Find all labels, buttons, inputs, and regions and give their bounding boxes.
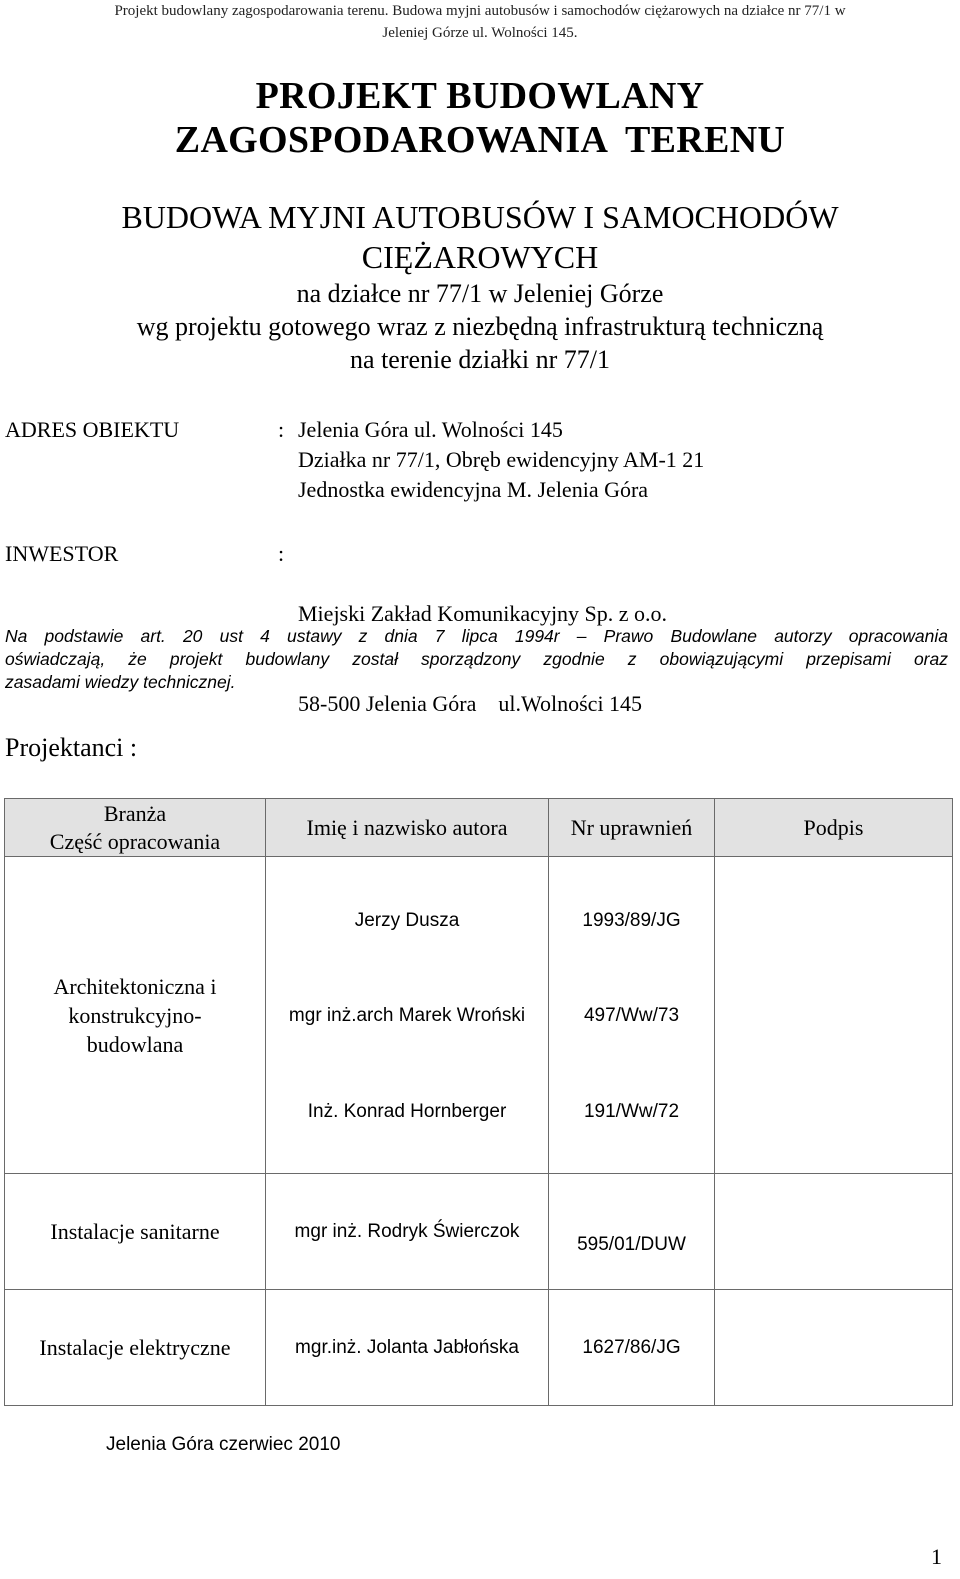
designers-table: [4, 798, 953, 1406]
object-address-label: ADRES OBIEKTU: [5, 417, 180, 442]
subtitle-line-3: na działce nr 77/1 w Jeleniej Górze: [296, 279, 664, 308]
document-subtitle: [0, 197, 960, 376]
place-and-date: Jelenia Góra czerwiec 2010: [106, 1434, 341, 1455]
object-address-line: Jednostka ewidencyjna M. Jelenia Góra: [298, 477, 649, 502]
document-title: [0, 74, 960, 162]
branch-line: konstrukcyjno-: [68, 1002, 202, 1028]
legal-declaration: [5, 625, 948, 694]
signature-cell: [715, 1174, 953, 1290]
signature-cell: [715, 857, 953, 1174]
table-header-row: [5, 799, 953, 857]
investor-label: INWESTOR: [5, 541, 119, 566]
author-name: mgr inż.arch Marek Wroński: [288, 1004, 526, 1026]
branch-line: Architektoniczna i: [53, 973, 217, 999]
subtitle-line-1: BUDOWA MYJNI AUTOBUSÓW I SAMOCHODÓW: [121, 199, 839, 235]
license-number: 1993/89/JG: [582, 909, 681, 931]
page-number: 1: [931, 1544, 942, 1569]
license-number: 1627/86/JG: [549, 1290, 715, 1406]
object-address-line: Działka nr 77/1, Obręb ewidencyjny AM-1 21: [298, 447, 705, 472]
title-line-2: ZAGOSPODAROWANIA TERENU: [174, 119, 786, 161]
license-number: 595/01/DUW: [549, 1174, 715, 1290]
signature-cell: [715, 1290, 953, 1406]
running-header: [0, 0, 960, 44]
table-row: [5, 1174, 953, 1290]
object-address-lines: [298, 415, 704, 505]
header-author: Imię i nazwisko autora: [266, 799, 549, 857]
table-row: [5, 857, 953, 1174]
subtitle-line-4: wg projektu gotowego wraz z niezbędną infrastrukturą techniczną: [136, 312, 824, 341]
object-address-line: Jelenia Góra ul. Wolności 145: [298, 417, 563, 442]
license-cell: [549, 857, 715, 1174]
license-number: 497/Ww/73: [583, 1004, 680, 1026]
header-branch: [5, 799, 266, 857]
declaration-line: zasadami wiedzy technicznej.: [5, 672, 236, 692]
investor-line: 58-500 Jelenia Góra ul.Wolności 145: [298, 691, 643, 716]
author-name: Inż. Konrad Hornberger: [307, 1100, 507, 1122]
license-number: 191/Ww/72: [583, 1100, 680, 1122]
author-cell: [266, 857, 549, 1174]
declaration-line: oświadczają, że projekt budowlany został sporządzony zgodnie z obowiązującymi przepisami oraz: [5, 649, 948, 669]
branch-cell: Instalacje elektryczne: [5, 1290, 266, 1406]
author-name: mgr inż. Rodryk Świerczok: [266, 1174, 549, 1290]
object-address-colon: :: [278, 417, 285, 442]
header-branch-line-1: Branża: [103, 800, 167, 826]
branch-line: budowlana: [86, 1031, 184, 1057]
title-line-1: PROJEKT BUDOWLANY: [255, 75, 705, 117]
running-header-line-2: Jeleniej Górze ul. Wolności 145.: [382, 25, 578, 41]
table-row: [5, 1290, 953, 1406]
author-name: mgr.inż. Jolanta Jabłońska: [266, 1290, 549, 1406]
investor-colon: :: [278, 541, 285, 566]
declaration-line: Na podstawie art. 20 ust 4 ustawy z dnia 7 lipca 1994r – Prawo Budowlane autorzy opracowania: [5, 626, 948, 646]
running-header-line-1: Projekt budowlany zagospodarowania terenu. Budowa myjni autobusów i samochodów ciężarowych na działce nr 77/1 w: [114, 3, 846, 19]
header-license: Nr uprawnień: [549, 799, 715, 857]
subtitle-line-5: na terenie działki nr 77/1: [350, 345, 610, 374]
designers-heading: Projektanci :: [5, 733, 138, 762]
branch-cell: Instalacje sanitarne: [5, 1174, 266, 1290]
header-signature: Podpis: [715, 799, 953, 857]
investor-line: Miejski Zakład Komunikacyjny Sp. z o.o.: [298, 601, 668, 626]
branch-cell: [5, 857, 266, 1174]
author-name: Jerzy Dusza: [354, 909, 460, 931]
header-branch-line-2: Część opracowania: [49, 828, 221, 854]
subtitle-line-2: CIĘŻAROWYCH: [361, 239, 599, 275]
